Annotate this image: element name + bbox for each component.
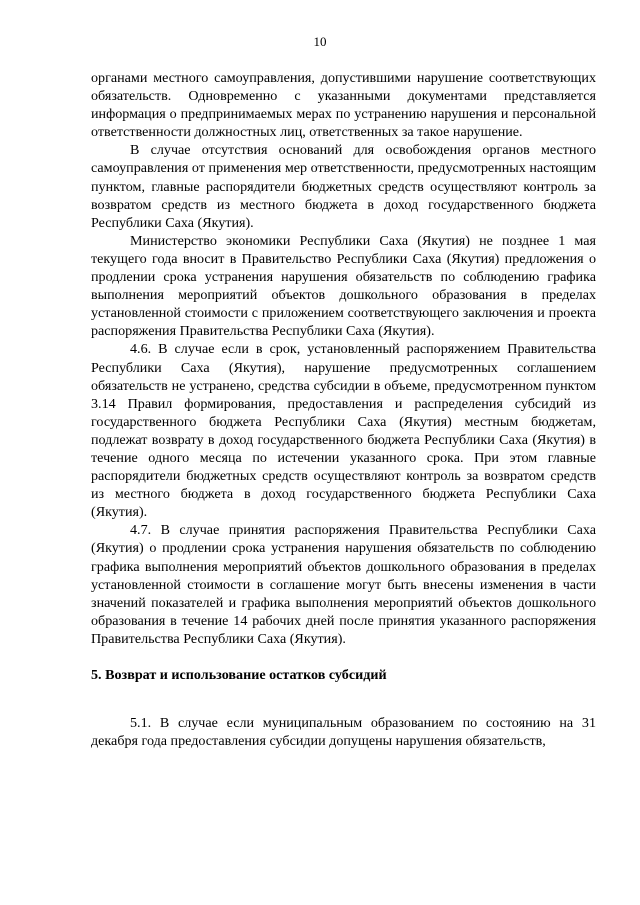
paragraph-4-6: 4.6. В случае если в срок, установленный распоряжением Правительства Республики Саха (Якутия), нарушение предусмотренных соглашением обязательств не устранено, средства субсидии в объеме, предусмотренном пунктом 3.14 Правил формирования, предоставления и распределения субсидий из государственного бюджета Республики Саха (Якутия) местным бюджетам, подлежат возврату в доход государственного бюджета Республики Саха (Якутия) в течение одного месяца по истечении указанного срока. При этом главные распорядители бюджетных средств осуществляют контроль за возвратом средств из местного бюджета в доход государственного бюджета Республики Саха (Якутия). bbox=[91, 341, 596, 521]
spacer bbox=[91, 684, 596, 714]
paragraph-ministry-proposal: Министерство экономики Республики Саха (Якутия) не позднее 1 мая текущего года вносит в Правительство Республики Саха (Якутия) предложения о продлении срока устранения нарушения обязательств по соблюдению графика выполнения мероприятий объектов дошкольного образования в пределах установленной стоимости с приложением соответствующего заключения и проекта распоряжения Правительства Республики Саха (Якутия). bbox=[91, 232, 596, 340]
page-number: 10 bbox=[313, 34, 327, 49]
spacer bbox=[91, 648, 596, 666]
document-body bbox=[91, 69, 596, 750]
paragraph-no-grounds: В случае отсутствия оснований для освобождения органов местного самоуправления от применения мер ответственности, предусмотренных настоящим пунктом, главные распорядители бюджетных средств осуществляют контроль за возвратом средств из местного бюджета в доход государственного бюджета Республики Саха (Якутия). bbox=[91, 142, 596, 231]
paragraph-5-1: 5.1. В случае если муниципальным образованием по состоянию на 31 декабря года предоставления субсидии допущены нарушения обязательств, bbox=[91, 715, 596, 750]
paragraph-continuation: органами местного самоуправления, допустившими нарушение соответствующих обязательств. Одновременно с указанными документами представляется информация о предпринимаемых мерах по устранению нарушения и персональной ответственности должностных лиц, ответственных за такое нарушение. bbox=[91, 70, 596, 141]
section-heading: 5. Возврат и использование остатков субсидий bbox=[91, 667, 387, 683]
paragraph-4-7: 4.7. В случае принятия распоряжения Правительства Республики Саха (Якутия) о продлении срока устранения нарушения обязательств по соблюдению графика выполнения мероприятий объектов дошкольного образования в пределах установленной стоимости в соглашение могут быть внесены изменения в части значений показателей и графика выполнения мероприятий объектов дошкольного образования в течение 14 рабочих дней после принятия указанного распоряжения Правительства Республики Саха (Якутия). bbox=[91, 522, 596, 647]
